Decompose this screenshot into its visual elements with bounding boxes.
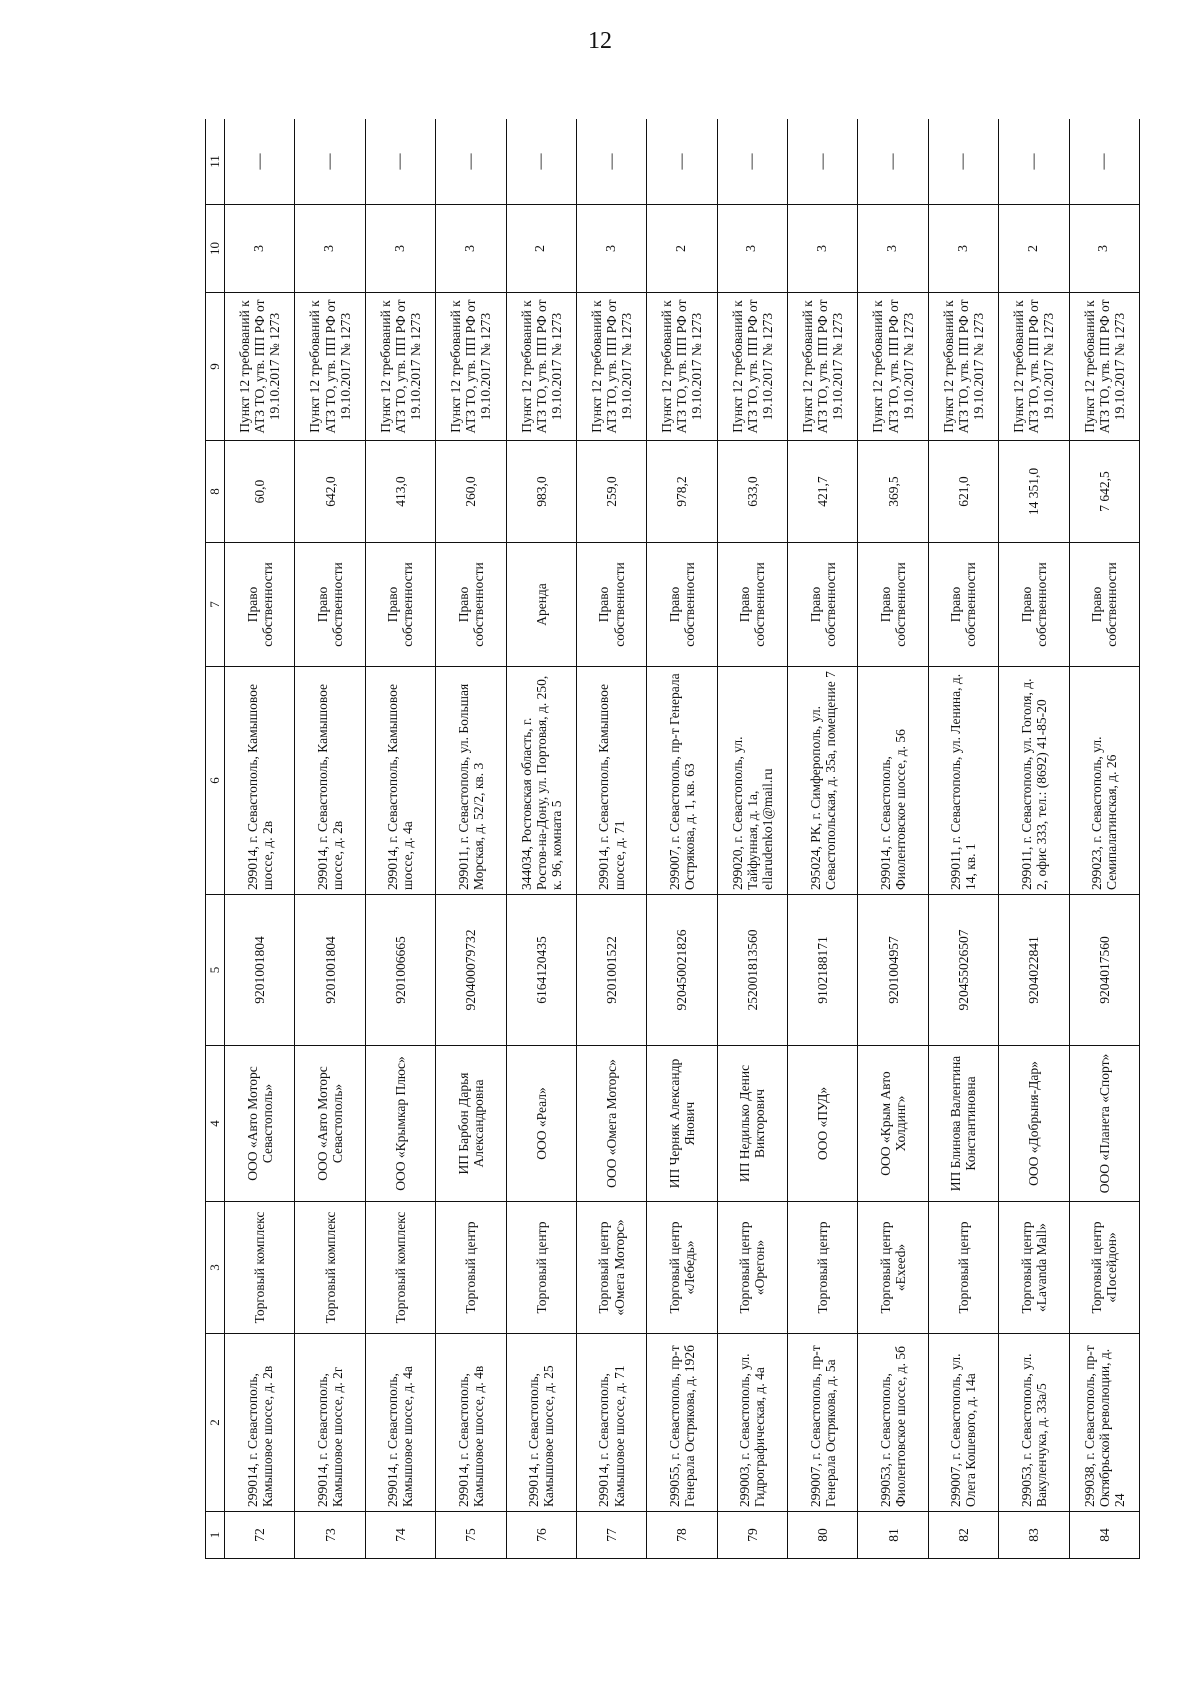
table-row	[928, 119, 998, 1559]
owner-name: ООО «Планета «Спорт»	[1069, 1046, 1140, 1202]
basis-text: Пункт 12 требований к АТЗ ТО, утв. ПП РФ от 19.10.2017 № 1273	[788, 293, 858, 441]
inn: 920455026507	[928, 895, 998, 1046]
category: 3	[1069, 205, 1140, 293]
note: —	[506, 119, 576, 205]
category: 3	[295, 205, 365, 293]
basis-text: Пункт 12 требований к АТЗ ТО, утв. ПП РФ от 19.10.2017 № 1273	[506, 293, 576, 441]
note: —	[1069, 119, 1140, 205]
owner-legal-address: 299014, г. Севастополь, Камышовое шоссе, д. 71	[576, 667, 646, 895]
owner-name: ООО «Авто Моторс Севастополь»	[225, 1046, 295, 1202]
basis-text: Пункт 12 требований к АТЗ ТО, утв. ПП РФ от 19.10.2017 № 1273	[365, 293, 435, 441]
note: —	[788, 119, 858, 205]
row-number: 81	[858, 1512, 928, 1559]
column-header-11: 11	[206, 119, 225, 205]
owner-legal-address: 299014, г. Севастополь, Фиолентовское шоссе, д. 56	[858, 667, 928, 895]
object-address: 299014, г. Севастополь, Камышовое шоссе, д. 4а	[365, 1334, 435, 1512]
category: 2	[647, 205, 717, 293]
table-row	[225, 119, 295, 1559]
ownership-right: Право собственности	[928, 543, 998, 667]
ownership-right: Право собственности	[576, 543, 646, 667]
owner-name: ИП Блинова Валентина Константиновна	[928, 1046, 998, 1202]
owner-name: ИП Недилько Денис Викторович	[717, 1046, 787, 1202]
row-number: 76	[506, 1512, 576, 1559]
basis-text: Пункт 12 требований к АТЗ ТО, утв. ПП РФ от 19.10.2017 № 1273	[999, 293, 1069, 441]
note: —	[365, 119, 435, 205]
area-value: 633,0	[717, 441, 787, 543]
area-value: 983,0	[506, 441, 576, 543]
area-value: 259,0	[576, 441, 646, 543]
ownership-right: Право собственности	[1069, 543, 1140, 667]
object-type: Торговый центр «Омега Моторс»	[576, 1202, 646, 1334]
basis-text: Пункт 12 требований к АТЗ ТО, утв. ПП РФ от 19.10.2017 № 1273	[928, 293, 998, 441]
category: 3	[365, 205, 435, 293]
object-type: Торговый центр	[436, 1202, 506, 1334]
basis-text: Пункт 12 требований к АТЗ ТО, утв. ПП РФ от 19.10.2017 № 1273	[647, 293, 717, 441]
owner-legal-address: 299011, г. Севастополь, ул. Гоголя, д. 2, офис 333, тел.: (8692) 41-85-20	[999, 667, 1069, 895]
inn: 9102188171	[788, 895, 858, 1046]
basis-text: Пункт 12 требований к АТЗ ТО, утв. ПП РФ от 19.10.2017 № 1273	[858, 293, 928, 441]
table-row	[365, 119, 435, 1559]
owner-legal-address: 295024, РК, г. Симферополь, ул. Севастопольская, д. 35а, помещение 7	[788, 667, 858, 895]
note: —	[295, 119, 365, 205]
object-type: Торговый центр «Орегон»	[717, 1202, 787, 1334]
object-address: 299014, г. Севастополь, Камышовое шоссе, д. 25	[506, 1334, 576, 1512]
column-header-9: 9	[206, 293, 225, 441]
object-type: Торговый центр	[928, 1202, 998, 1334]
table-row	[576, 119, 646, 1559]
owner-legal-address: 299020, г. Севастополь, ул. Тайфунная, д. 1а, ellarudenko1@mail.ru	[717, 667, 787, 895]
owner-legal-address: 299023, г. Севастополь, ул. Семипалатинская, д. 26	[1069, 667, 1140, 895]
inn: 920400079732	[436, 895, 506, 1046]
column-header-1: 1	[206, 1512, 225, 1559]
row-number: 79	[717, 1512, 787, 1559]
object-type: Торговый центр	[788, 1202, 858, 1334]
note: —	[647, 119, 717, 205]
owner-legal-address: 299014, г. Севастополь, Камышовое шоссе, д. 2в	[225, 667, 295, 895]
table-row	[436, 119, 506, 1559]
basis-text: Пункт 12 требований к АТЗ ТО, утв. ПП РФ от 19.10.2017 № 1273	[295, 293, 365, 441]
inn: 9201001804	[225, 895, 295, 1046]
area-value: 978,2	[647, 441, 717, 543]
object-type: Торговый центр «Exeed»	[858, 1202, 928, 1334]
object-address: 299055, г. Севастополь, пр-т Генерала Острякова, д. 192б	[647, 1334, 717, 1512]
ownership-right: Аренда	[506, 543, 576, 667]
note: —	[225, 119, 295, 205]
category: 3	[928, 205, 998, 293]
owner-legal-address: 299011, г. Севастополь, ул. Ленина, д. 14, кв. 1	[928, 667, 998, 895]
column-header-8: 8	[206, 441, 225, 543]
table-row	[858, 119, 928, 1559]
area-value: 260,0	[436, 441, 506, 543]
owner-name: ООО «Авто Моторс Севастополь»	[295, 1046, 365, 1202]
inn: 9201001804	[295, 895, 365, 1046]
column-header-4: 4	[206, 1046, 225, 1202]
inn: 9201006665	[365, 895, 435, 1046]
table-row	[999, 119, 1069, 1559]
owner-name: ООО «Крымкар Плюс»	[365, 1046, 435, 1202]
owner-legal-address: 299007, г. Севастополь, пр-т Генерала Острякова, д. 1, кв. 63	[647, 667, 717, 895]
object-address: 299014, г. Севастополь, Камышовое шоссе, д. 4в	[436, 1334, 506, 1512]
note: —	[999, 119, 1069, 205]
note: —	[928, 119, 998, 205]
owner-name: ООО «Крым Авто Холдинг»	[858, 1046, 928, 1202]
basis-text: Пункт 12 требований к АТЗ ТО, утв. ПП РФ от 19.10.2017 № 1273	[436, 293, 506, 441]
ownership-right: Право собственности	[365, 543, 435, 667]
inn: 920450021826	[647, 895, 717, 1046]
object-type: Торговый комплекс	[225, 1202, 295, 1334]
row-number: 84	[1069, 1512, 1140, 1559]
ownership-right: Право собственности	[225, 543, 295, 667]
note: —	[858, 119, 928, 205]
owner-name: ИП Барбон Дарья Александровна	[436, 1046, 506, 1202]
basis-text: Пункт 12 требований к АТЗ ТО, утв. ПП РФ от 19.10.2017 № 1273	[717, 293, 787, 441]
owner-legal-address: 299014, г. Севастополь, Камышовое шоссе, д. 4а	[365, 667, 435, 895]
basis-text: Пункт 12 требований к АТЗ ТО, утв. ПП РФ от 19.10.2017 № 1273	[1069, 293, 1140, 441]
row-number: 80	[788, 1512, 858, 1559]
object-type: Торговый комплекс	[295, 1202, 365, 1334]
table-row	[295, 119, 365, 1559]
basis-text: Пункт 12 требований к АТЗ ТО, утв. ПП РФ от 19.10.2017 № 1273	[225, 293, 295, 441]
rotated-table-container	[205, 119, 1140, 1559]
object-address: 299053, г. Севастополь, Фиолентовское шоссе, д. 5б	[858, 1334, 928, 1512]
ownership-right: Право собственности	[858, 543, 928, 667]
column-header-7: 7	[206, 543, 225, 667]
object-address: 299007, г. Севастополь, пр-т Генерала Острякова, д. 5а	[788, 1334, 858, 1512]
ownership-right: Право собственности	[717, 543, 787, 667]
note: —	[717, 119, 787, 205]
category: 3	[717, 205, 787, 293]
row-number: 83	[999, 1512, 1069, 1559]
objects-table	[205, 119, 1140, 1559]
ownership-right: Право собственности	[295, 543, 365, 667]
ownership-right: Право собственности	[647, 543, 717, 667]
object-address: 299007, г. Севастополь, ул. Олега Кошевого, д. 14а	[928, 1334, 998, 1512]
object-address: 299014, г. Севастополь, Камышовое шоссе, д. 2в	[225, 1334, 295, 1512]
area-value: 60,0	[225, 441, 295, 543]
table-row	[1069, 119, 1140, 1559]
inn: 9201001522	[576, 895, 646, 1046]
ownership-right: Право собственности	[999, 543, 1069, 667]
category: 3	[225, 205, 295, 293]
row-number: 73	[295, 1512, 365, 1559]
inn: 9204017560	[1069, 895, 1140, 1046]
object-address: 299014, г. Севастополь, Камышовое шоссе, д. 2г	[295, 1334, 365, 1512]
owner-name: ООО «ПУД»	[788, 1046, 858, 1202]
owner-legal-address: 299014, г. Севастополь, Камышовое шоссе, д. 2в	[295, 667, 365, 895]
table-row	[506, 119, 576, 1559]
area-value: 14 351,0	[999, 441, 1069, 543]
row-number: 74	[365, 1512, 435, 1559]
area-value: 7 642,5	[1069, 441, 1140, 543]
object-type: Торговый центр «Lavanda Mall»	[999, 1202, 1069, 1334]
owner-name: ООО «Добрыня-Дар»	[999, 1046, 1069, 1202]
row-number: 72	[225, 1512, 295, 1559]
column-header-6: 6	[206, 667, 225, 895]
owner-legal-address: 299011, г. Севастополь, ул. Большая Морская, д. 52/2, кв. 3	[436, 667, 506, 895]
column-number-row	[206, 119, 225, 1559]
owner-name: ООО «Омега Моторс»	[576, 1046, 646, 1202]
owner-name: ИП Черняк Александр Янович	[647, 1046, 717, 1202]
inn: 6164120435	[506, 895, 576, 1046]
category: 3	[858, 205, 928, 293]
inn: 252001813560	[717, 895, 787, 1046]
category: 3	[436, 205, 506, 293]
ownership-right: Право собственности	[436, 543, 506, 667]
page-number: 12	[588, 28, 612, 54]
area-value: 369,5	[858, 441, 928, 543]
object-address: 299038, г. Севастополь, пр-т Октябрьской революции, д. 24	[1069, 1334, 1140, 1512]
category: 2	[999, 205, 1069, 293]
object-type: Торговый центр	[506, 1202, 576, 1334]
note: —	[436, 119, 506, 205]
object-type: Торговый центр «Лебедь»	[647, 1202, 717, 1334]
column-header-10: 10	[206, 205, 225, 293]
table-row	[788, 119, 858, 1559]
column-header-2: 2	[206, 1334, 225, 1512]
column-header-3: 3	[206, 1202, 225, 1334]
basis-text: Пункт 12 требований к АТЗ ТО, утв. ПП РФ от 19.10.2017 № 1273	[576, 293, 646, 441]
area-value: 421,7	[788, 441, 858, 543]
area-value: 413,0	[365, 441, 435, 543]
row-number: 77	[576, 1512, 646, 1559]
object-address: 299003, г. Севастополь, ул. Гидрографическая, д. 4а	[717, 1334, 787, 1512]
row-number: 75	[436, 1512, 506, 1559]
table-row	[717, 119, 787, 1559]
table-body	[225, 119, 1140, 1559]
column-header-5: 5	[206, 895, 225, 1046]
object-type: Торговый комплекс	[365, 1202, 435, 1334]
category: 3	[576, 205, 646, 293]
object-address: 299053, г. Севастополь, ул. Вакуленчука, д. 33а/5	[999, 1334, 1069, 1512]
owner-legal-address: 344034, Ростовская область, г. Ростов-на-Дону, ул. Портовая, д. 250, к. 96, комната 5	[506, 667, 576, 895]
object-type: Торговый центр «Посейдон»	[1069, 1202, 1140, 1334]
category: 3	[788, 205, 858, 293]
inn: 9204022841	[999, 895, 1069, 1046]
table-row	[647, 119, 717, 1559]
area-value: 621,0	[928, 441, 998, 543]
owner-name: ООО «Реал»	[506, 1046, 576, 1202]
category: 2	[506, 205, 576, 293]
ownership-right: Право собственности	[788, 543, 858, 667]
area-value: 642,0	[295, 441, 365, 543]
inn: 9201004957	[858, 895, 928, 1046]
row-number: 82	[928, 1512, 998, 1559]
object-address: 299014, г. Севастополь, Камышовое шоссе, д. 71	[576, 1334, 646, 1512]
note: —	[576, 119, 646, 205]
row-number: 78	[647, 1512, 717, 1559]
